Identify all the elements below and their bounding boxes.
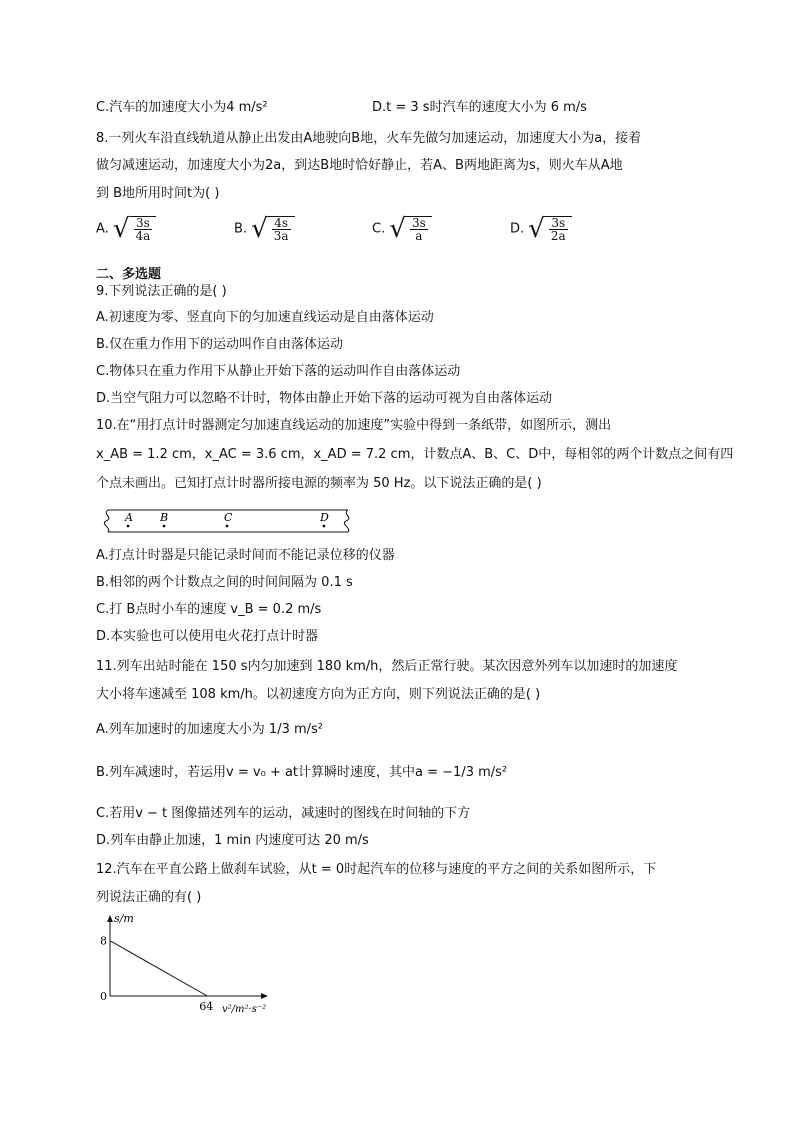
tape-point-a xyxy=(127,525,130,528)
y-axis-label: s/m xyxy=(114,912,134,925)
q11-option-d: D.列车由静止加速，1 min 内速度可达 20 m/s xyxy=(96,833,369,848)
q8-option-a-label: A. xyxy=(96,221,109,237)
q10-option-a: A.打点计时器是只能记录时间而不能记录位移的仪器 xyxy=(96,548,395,563)
q8-option-a-den: 4a xyxy=(135,229,151,243)
y-tick-label-8: 8 xyxy=(100,934,107,948)
q8-option-b-sqrt: √ $\frac{4s}{3a}$ xyxy=(251,214,294,244)
q8-stem-line1: 8.一列火车沿直线轨道从静止出发由A地驶向B地，火车先做匀加速运动，加速度大小为a，接着 xyxy=(96,131,642,146)
q8-option-a xyxy=(96,214,156,244)
tape-point-c xyxy=(226,525,229,528)
q11-option-a: A.列车加速时的加速度大小为 1/3 m/s² xyxy=(96,722,324,737)
q8-option-c-num: 3s xyxy=(411,216,426,230)
s-v2-graph xyxy=(90,910,290,1020)
q8-option-c-label: C. xyxy=(372,221,386,237)
q8-option-c xyxy=(372,214,432,244)
q10-option-c: C.打 B点时小车的速度 v_B = 0.2 m/s xyxy=(96,602,322,617)
q8-option-d-sqrt: √ $\frac{3s}{2a}$ xyxy=(528,214,571,244)
origin-label: 0 xyxy=(100,990,107,1003)
q8-option-d xyxy=(510,214,572,244)
tape-point-a-label: A xyxy=(125,511,133,524)
paper-tape-figure xyxy=(100,504,356,538)
q12-stem-line2: 列说法正确的有( ) xyxy=(96,890,202,905)
x-tick-label-64: 64 xyxy=(199,1000,214,1013)
tape-right-edge xyxy=(344,510,349,532)
q8-option-a-sqrt: √ $\frac{3s}{4a}$ xyxy=(113,214,156,244)
series-line xyxy=(110,941,207,996)
q12-stem-line1: 12.汽车在平直公路上做刹车试验，从t = 0时起汽车的位移与速度的平方之间的关系如图所示，下 xyxy=(96,862,657,877)
tape-point-b xyxy=(163,525,166,528)
q10-option-d: D.本实验也可以使用电火花打点计时器 xyxy=(96,629,319,644)
x-axis-label: v²/m²·s⁻² xyxy=(222,1004,267,1015)
q10-stem-line3: 个点未画出。已知打点计时器所接电源的频率为 50 Hz。以下说法正确的是( ) xyxy=(96,476,542,491)
q11-stem-line2: 大小将车速减至 108 km/h。以初速度方向为正方向，则下列说法正确的是( ) xyxy=(96,687,541,702)
q9-option-b: B.仅在重力作用下的运动叫作自由落体运动 xyxy=(96,337,344,352)
q11-option-b: B.列车减速时，若运用v = v₀ + at计算瞬时速度，其中a = −1/3 m/s² xyxy=(96,765,508,780)
tape-point-d xyxy=(323,525,326,528)
q11-stem-line1: 11.列车出站时能在 150 s内匀加速到 180 km/h，然后正常行驶。某次因意外列车以加速时的加速度 xyxy=(96,659,678,674)
q8-option-b-label: B. xyxy=(234,221,248,237)
q8-option-b-den: 3a xyxy=(273,229,289,243)
q10-stem-line2: x_AB = 1.2 cm，x_AC = 3.6 cm，x_AD = 7.2 cm，计数点A、B、C、D中，每相邻的两个计数点之间有四 xyxy=(96,447,734,462)
q9-stem: 9.下列说法正确的是( ) xyxy=(96,284,227,299)
q9-option-d: D.当空气阻力可以忽略不计时，物体由静止开始下落的运动可视为自由落体运动 xyxy=(96,391,553,406)
q8-option-b xyxy=(234,214,295,244)
tape-point-d-label: D xyxy=(320,511,329,524)
q8-option-d-num: 3s xyxy=(549,217,568,230)
q10-stem-line1: 10.在“用打点计时器测定匀加速直线运动的加速度”实验中得到一条纸带，如图所示，测出 xyxy=(96,418,612,433)
section-title-multiple-choice: 二、多选题 xyxy=(96,267,162,282)
tape-point-b-label: B xyxy=(160,511,169,524)
q9-option-c: C.物体只在重力作用下从静止开始下落的运动叫作自由落体运动 xyxy=(96,364,461,379)
y-axis-arrow xyxy=(107,915,113,922)
q8-stem-line3: 到 B地所用时间t为( ) xyxy=(96,186,220,201)
q11-option-c: C.若用v − t 图像描述列车的运动，减速时的图线在时间轴的下方 xyxy=(96,806,471,821)
q8-option-b-num: 4s xyxy=(272,217,291,230)
q9-option-a: A.初速度为零、竖直向下的匀加速直线运动是自由落体运动 xyxy=(96,310,434,325)
q8-option-a-num: 3s xyxy=(134,217,153,230)
tape-point-c-label: C xyxy=(224,511,233,524)
q8-option-d-label: D. xyxy=(510,221,525,237)
q7-option-c: C.汽车的加速度大小为4 m/s² xyxy=(96,100,268,115)
q8-option-c-den: a xyxy=(415,229,423,243)
q8-option-d-den: 2a xyxy=(550,229,566,243)
q8-option-c-sqrt: √ $\frac{3s}{a}$ xyxy=(389,214,431,244)
q10-option-b: B.相邻的两个计数点之间的时间间隔为 0.1 s xyxy=(96,575,353,590)
q8-stem-line2: 做匀减速运动，加速度大小为2a，到达B地时恰好静止，若A、B两地距离为s，则火车从A地 xyxy=(96,158,623,173)
q7-option-d: D.t = 3 s时汽车的速度大小为 6 m/s xyxy=(372,100,587,115)
x-axis-arrow xyxy=(261,993,268,999)
tape-left-edge xyxy=(104,510,109,532)
